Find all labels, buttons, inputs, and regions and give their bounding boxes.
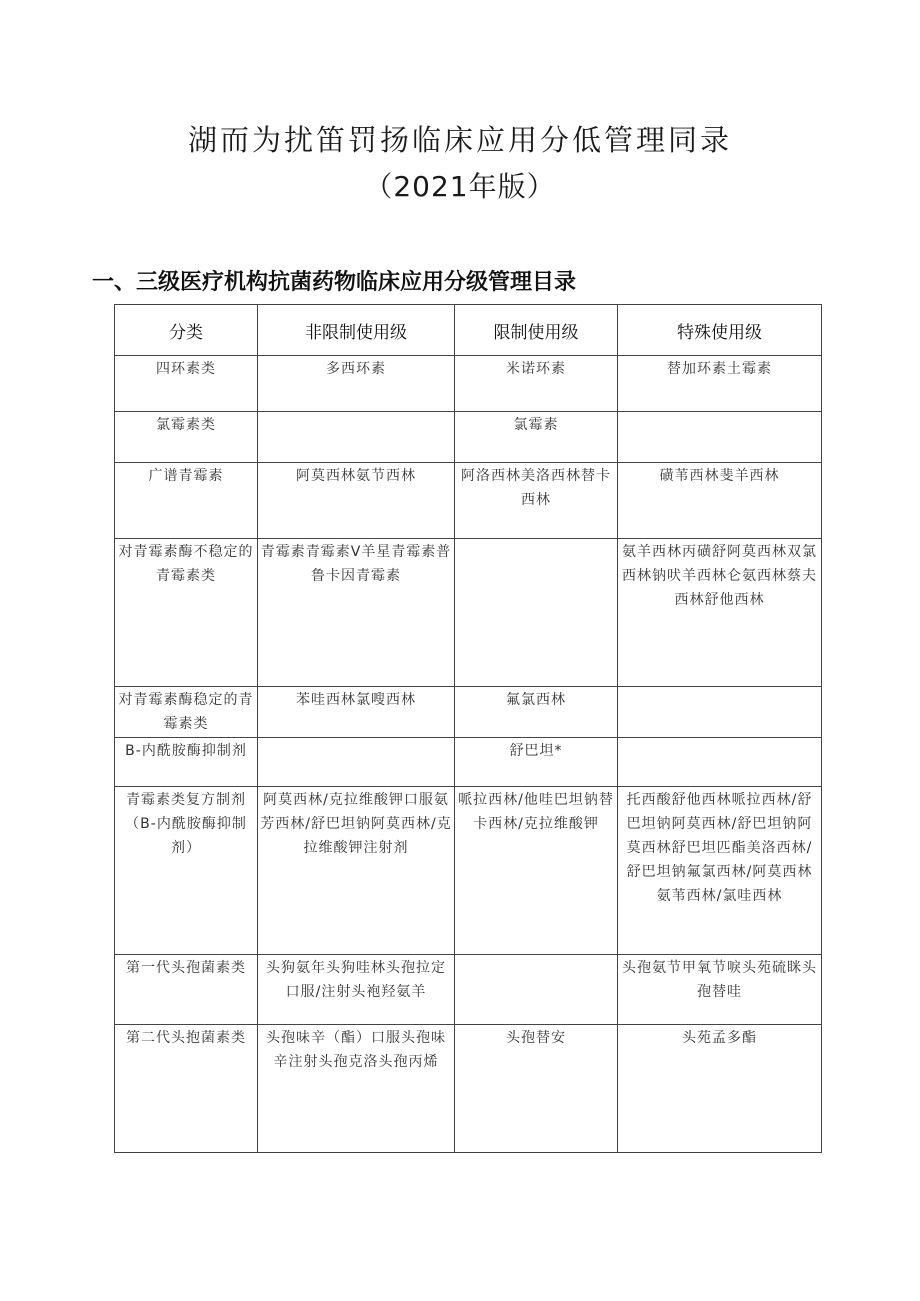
cell-restricted: 米诺环素 bbox=[455, 356, 618, 412]
cell-unrestricted bbox=[258, 738, 455, 787]
table-row bbox=[115, 463, 822, 539]
header-unrestricted: 非限制使用级 bbox=[258, 305, 455, 356]
cell-unrestricted: 头孢味辛（酯）口服头孢味辛注射头孢克洛头孢丙烯 bbox=[258, 1025, 455, 1153]
cell-unrestricted: 阿莫西林氨节西林 bbox=[258, 463, 455, 539]
table-row bbox=[115, 412, 822, 463]
table-row bbox=[115, 787, 822, 955]
cell-category: 第一代头孢菌素类 bbox=[115, 955, 258, 1025]
document-title: 湖而为扰笛罚扬临床应用分低管理同录 bbox=[187, 123, 732, 157]
cell-special: 磺苇西林斐羊西林 bbox=[618, 463, 822, 539]
cell-category: 第二代头抱菌素类 bbox=[115, 1025, 258, 1153]
cell-restricted: 舒巴坦* bbox=[455, 738, 618, 787]
cell-special: 头苑孟多酯 bbox=[618, 1025, 822, 1153]
cell-category: B-内酰胺酶抑制剂 bbox=[115, 738, 258, 787]
section-heading: 一、三级医疗机构抗菌药物临床应用分级管理目录 bbox=[92, 270, 577, 295]
table-row bbox=[115, 539, 822, 687]
cell-unrestricted bbox=[258, 412, 455, 463]
cell-unrestricted: 头狗氨年头狗哇林头孢拉定口服/注射头袍羟氨羊 bbox=[258, 955, 455, 1025]
cell-restricted bbox=[455, 539, 618, 687]
cell-special: 氨羊西林丙磺舒阿莫西林双氯西林钠吠羊西林仑氨西林蔡夫西林舒他西林 bbox=[618, 539, 822, 687]
table-row bbox=[115, 356, 822, 412]
cell-unrestricted: 多西环素 bbox=[258, 356, 455, 412]
cell-restricted: 氟氯西林 bbox=[455, 687, 618, 738]
cell-special bbox=[618, 412, 822, 463]
table-row bbox=[115, 955, 822, 1025]
cell-category: 广谱青霉素 bbox=[115, 463, 258, 539]
table-row bbox=[115, 687, 822, 738]
header-special: 特殊使用级 bbox=[618, 305, 822, 356]
cell-restricted: 头孢替安 bbox=[455, 1025, 618, 1153]
document-edition: （2021年版） bbox=[364, 170, 556, 203]
cell-special bbox=[618, 738, 822, 787]
cell-special bbox=[618, 687, 822, 738]
cell-special: 头孢氨节甲氧节唳头苑硫眯头孢替哇 bbox=[618, 955, 822, 1025]
antibiotic-catalog-table bbox=[114, 304, 822, 1153]
cell-category: 青霉素类复方制剂（B-内酰胺酶抑制剂） bbox=[115, 787, 258, 955]
cell-unrestricted: 青霉素青霉素V羊星青霉素普鲁卡因青霉素 bbox=[258, 539, 455, 687]
table-row bbox=[115, 1025, 822, 1153]
table-header-row bbox=[115, 305, 822, 356]
table-row bbox=[115, 738, 822, 787]
cell-category: 对青霉素酶稳定的青霉素类 bbox=[115, 687, 258, 738]
cell-category: 氯霉素类 bbox=[115, 412, 258, 463]
cell-category: 对青霉素酶不稳定的青霉素类 bbox=[115, 539, 258, 687]
cell-unrestricted: 苯哇西林氯嗖西林 bbox=[258, 687, 455, 738]
cell-category: 四环素类 bbox=[115, 356, 258, 412]
cell-restricted: 氯霉素 bbox=[455, 412, 618, 463]
cell-special: 托西酸舒他西林哌拉西林/舒巴坦钠阿莫西林/舒巴坦钠阿莫西林舒巴坦匹酯美洛西林/舒巴坦钠氟氯西林/阿莫西林氨苇西林/氯哇西林 bbox=[618, 787, 822, 955]
header-category: 分类 bbox=[115, 305, 258, 356]
cell-restricted: 阿洛西林美洛西林替卡西林 bbox=[455, 463, 618, 539]
header-restricted: 限制使用级 bbox=[455, 305, 618, 356]
cell-restricted bbox=[455, 955, 618, 1025]
cell-restricted: 哌拉西林/他哇巴坦钠替卡西林/克拉维酸钾 bbox=[455, 787, 618, 955]
cell-special: 替加环素土霉素 bbox=[618, 356, 822, 412]
cell-unrestricted: 阿莫西林/克拉维酸钾口服氨芳西林/舒巴坦钠阿莫西林/克拉维酸钾注射剂 bbox=[258, 787, 455, 955]
